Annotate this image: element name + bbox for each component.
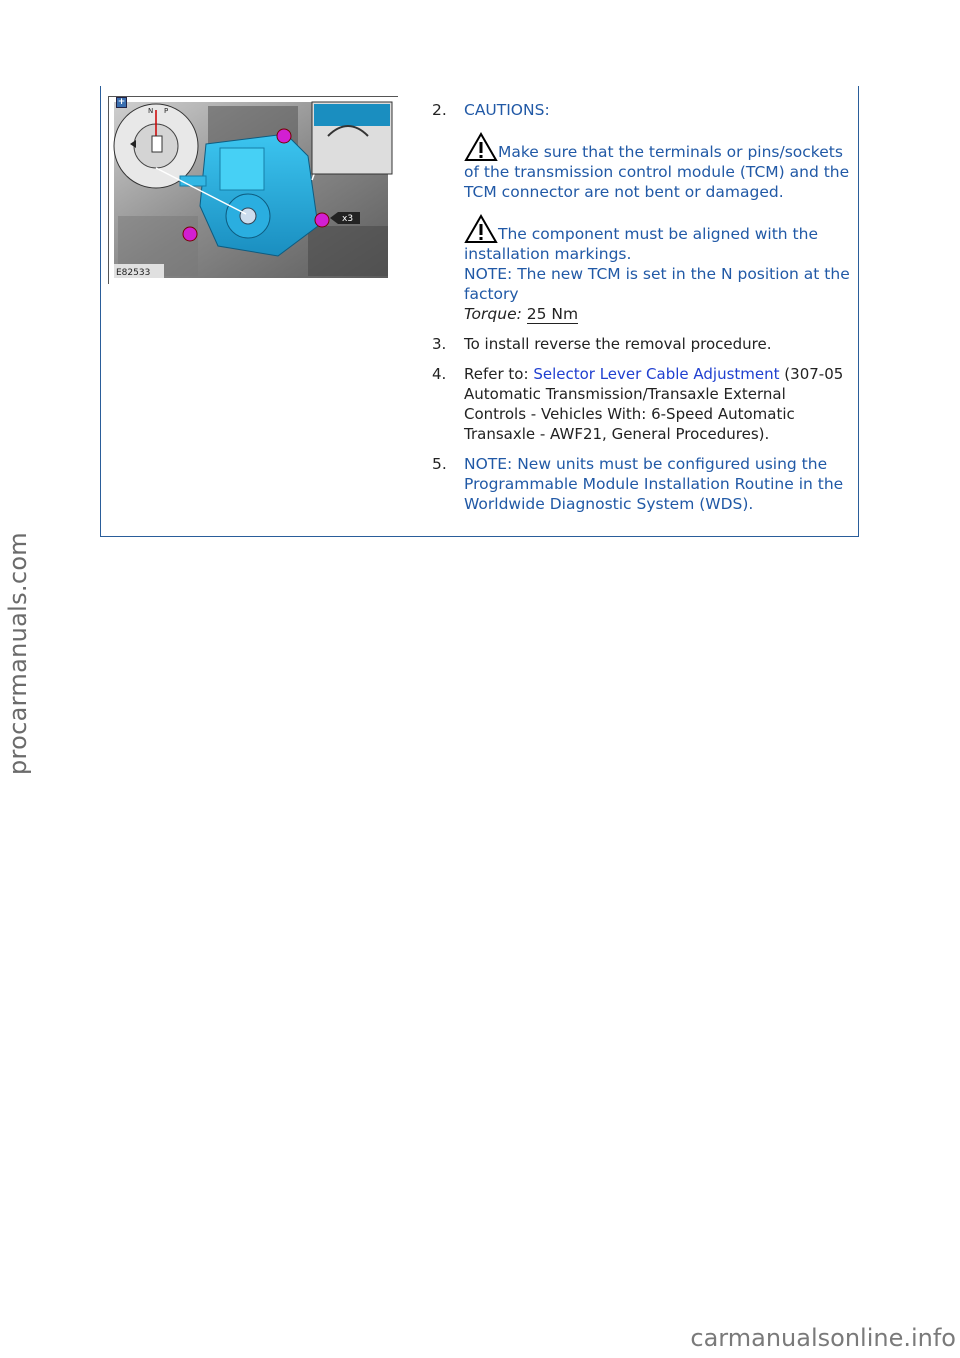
note-factory-position: NOTE: The new TCM is set in the N position at the factory (464, 265, 850, 303)
refer-to-suffix: (307-05 Automatic Transmission/Transaxle External Controls - Vehicles With: 6-Speed Automatic Transaxle - AWF21, General Procedures). (464, 365, 844, 443)
dial-label-p: P (164, 107, 169, 115)
step-3 (432, 334, 852, 354)
step-4 (432, 364, 852, 444)
caution-2 (464, 214, 852, 264)
step-number: 3. (432, 335, 447, 353)
torque-value: 25 Nm (526, 305, 579, 323)
step-number: 5. (432, 455, 447, 473)
zoom-icon[interactable]: + (117, 97, 126, 107)
bolt-count-callout: x3 (342, 214, 354, 224)
step-3-text: To install reverse the removal procedure. (464, 335, 772, 353)
caution-1-text: Make sure that the terminals or pins/sockets of the transmission control module (TCM) and the TCM connector are not bent or damaged. (464, 143, 850, 201)
dial-label-n: N (148, 107, 154, 115)
selector-lever-cable-link[interactable]: Selector Lever Cable Adjustment (533, 365, 780, 383)
figure-code: E82533 (116, 268, 151, 278)
step-5-note: NOTE: New units must be configured using the Programmable Module Installation Routine in the Worldwide Diagnostic System (WDS). (464, 455, 844, 513)
step-number: 2. (432, 101, 447, 119)
side-watermark: procarmanuals.com (4, 532, 32, 775)
step-number: 4. (432, 365, 447, 383)
procedure-steps (432, 100, 852, 524)
figure-border-left (108, 96, 109, 284)
step-2 (432, 100, 852, 324)
step-5 (432, 454, 852, 514)
caution-1 (464, 132, 852, 202)
warning-icon (464, 132, 498, 162)
bottom-watermark: carmanualsonline.info (690, 1324, 956, 1352)
tcm-illustration (108, 96, 398, 284)
tcm-installation-figure (108, 96, 398, 284)
torque-label: Torque: (464, 305, 522, 323)
figure-border-top (108, 96, 398, 97)
refer-to-prefix: Refer to: (464, 365, 534, 383)
warning-icon (464, 214, 498, 244)
torque-spec (464, 304, 852, 324)
caution-2-text: The component must be aligned with the installation markings. (464, 225, 818, 263)
cautions-heading: CAUTIONS: (464, 101, 550, 119)
